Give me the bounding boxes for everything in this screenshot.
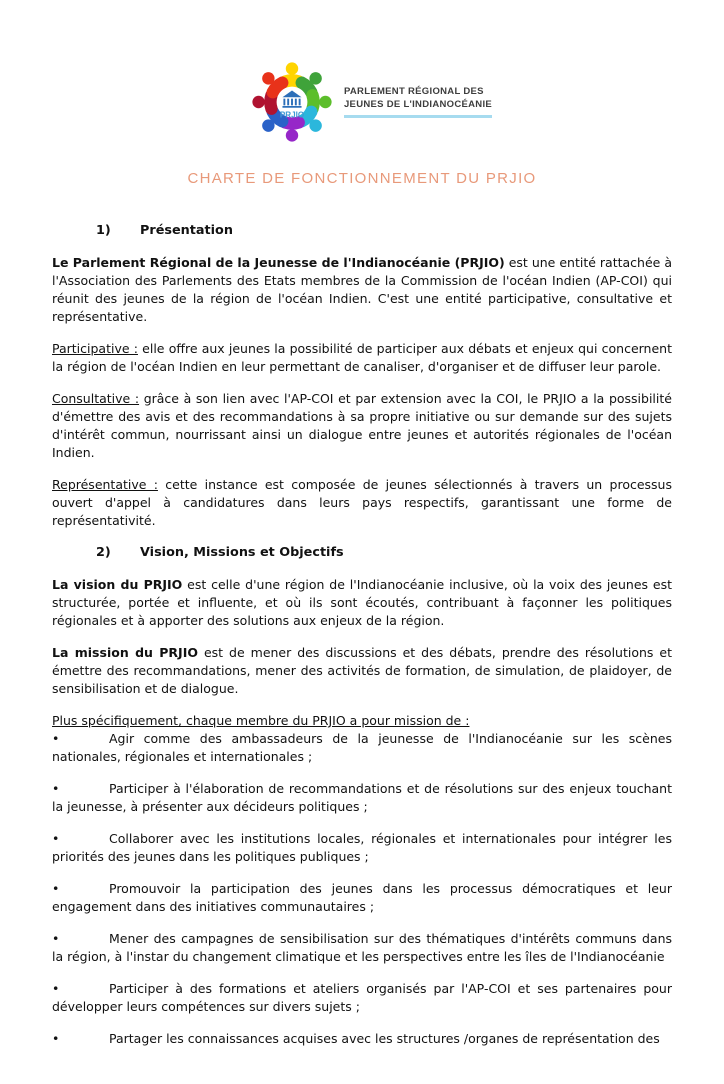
representative-text: cette instance est composée de jeunes sélectionnés à travers un processus ouvert d'appel à candidatures dans leurs pays respectifs, garantissant une forme de représentativité. — [52, 477, 672, 528]
presentation-text: est une entité rattachée à l'Association des Parlements des Etats membres de la Commission de l'océan Indien (AP-COI) qui réunit des jeunes de la région de l'océan Indien. C'est une entité participative, consultative et représentative. — [52, 255, 672, 324]
bullet-text: Participer à l'élaboration de recommandations et de résolutions sur des enjeux touchant la jeunesse, à présenter aux décideurs politiques ; — [52, 781, 672, 814]
participative-label: Participative : — [52, 341, 138, 356]
section-2-number: 2) — [96, 545, 111, 560]
vision-paragraph — [52, 576, 672, 630]
document-page — [0, 60, 724, 1084]
section-1-number: 1) — [96, 223, 111, 238]
vision-lead: La vision du PRJIO — [52, 577, 183, 592]
bullet-icon: • — [52, 831, 60, 846]
parliament-building-icon — [282, 91, 301, 108]
bullet-text: Collaborer avec les institutions locales, régionales et internationales pour intégrer les priorités des jeunes dans les politiques publiques ; — [52, 831, 672, 864]
logo-block — [0, 60, 724, 144]
org-name-line1: PARLEMENT RÉGIONAL DES — [343, 86, 484, 97]
mission-bullet-3 — [52, 830, 672, 866]
mission-bullet-7 — [52, 1030, 672, 1048]
people-circle-icon — [250, 60, 334, 144]
mission-bullet-4 — [52, 880, 672, 916]
bullet-icon: • — [52, 731, 60, 746]
section-1-title: Présentation — [140, 223, 233, 238]
prjio-logo-icon — [250, 60, 334, 144]
mission-paragraph — [52, 644, 672, 698]
section-2-title: Vision, Missions et Objectifs — [140, 545, 344, 560]
bullet-text: Mener des campagnes de sensibilisation sur des thématiques d'intérêts communs dans la région, à l'instar du changement climatique et les perspectives entre les îles de l'Indianocéanie — [52, 931, 672, 964]
org-name-line2: JEUNES DE L'INDIANOCÉANIE — [343, 98, 493, 110]
representative-paragraph — [52, 476, 672, 530]
wordmark-underline — [344, 115, 492, 118]
mission-bullet-1 — [52, 730, 672, 766]
missions-intro-paragraph — [52, 712, 672, 730]
bullet-text: Promouvoir la participation des jeunes dans les processus démocratiques et leur engagement dans des initiatives communautaires ; — [52, 881, 672, 914]
org-wordmark — [344, 86, 492, 118]
participative-text: elle offre aux jeunes la possibilité de participer aux débats et enjeux qui concernent la région de l'océan Indien en leur permettant de canaliser, d'organiser et de diffuser leur parole. — [52, 341, 672, 374]
bullet-icon: • — [52, 981, 60, 996]
bullet-text: Participer à des formations et ateliers organisés par l'AP-COI et ses partenaires pour développer leurs compétences sur divers sujets ; — [52, 981, 672, 1014]
presentation-lead: Le Parlement Régional de la Jeunesse de l'Indianocéanie (PRJIO) — [52, 255, 505, 270]
mission-bullet-2 — [52, 780, 672, 816]
consultative-paragraph — [52, 390, 672, 462]
missions-intro-text: Plus spécifiquement, chaque membre du PRJIO a pour mission de : — [52, 713, 470, 728]
consultative-text: grâce à son lien avec l'AP-COI et par extension avec la COI, le PRJIO a la possibilité d'émettre des avis et des recommandations à sa propre initiative ou sur demande sur des sujets d'intérêt commun, nourrissant ainsi un dialogue entre jeunes et autorités régionales de l'océan Indien. — [52, 391, 672, 460]
bullet-icon: • — [52, 1031, 60, 1046]
section-1-heading — [52, 222, 672, 240]
bullet-icon: • — [52, 931, 60, 946]
bullet-text: Agir comme des ambassadeurs de la jeunesse de l'Indianocéanie sur les scènes nationales, régionales et internationales ; — [52, 731, 672, 764]
mission-bullet-5 — [52, 930, 672, 966]
document-body — [52, 222, 672, 1048]
section-2-heading — [52, 544, 672, 562]
logo-acronym-text: PRJIO — [279, 110, 305, 120]
mission-text: est de mener des discussions et des débats, prendre des résolutions et émettre des recommandations, mener des activités de formation, de simulation, de plaidoyer, de sensibilisation et de dialogue. — [52, 645, 672, 696]
representative-label: Représentative : — [52, 477, 158, 492]
bullet-icon: • — [52, 881, 60, 896]
bullet-text: Partager les connaissances acquises avec les structures /organes de représentation des — [109, 1031, 660, 1046]
participative-paragraph — [52, 340, 672, 376]
presentation-paragraph — [52, 254, 672, 326]
mission-bullet-6 — [52, 980, 672, 1016]
document-title: CHARTE DE FONCTIONNEMENT DU PRJIO — [187, 170, 537, 187]
consultative-label: Consultative : — [52, 391, 140, 406]
mission-lead: La mission du PRJIO — [52, 645, 198, 660]
bullet-icon: • — [52, 781, 60, 796]
vision-text: est celle d'une région de l'Indianocéanie inclusive, où la voix des jeunes est structurée, portée et influente, et où ils sont écoutés, contribuant à façonner les politiques régionales et à apporter des solutions aux enjeux de la région. — [52, 577, 672, 628]
